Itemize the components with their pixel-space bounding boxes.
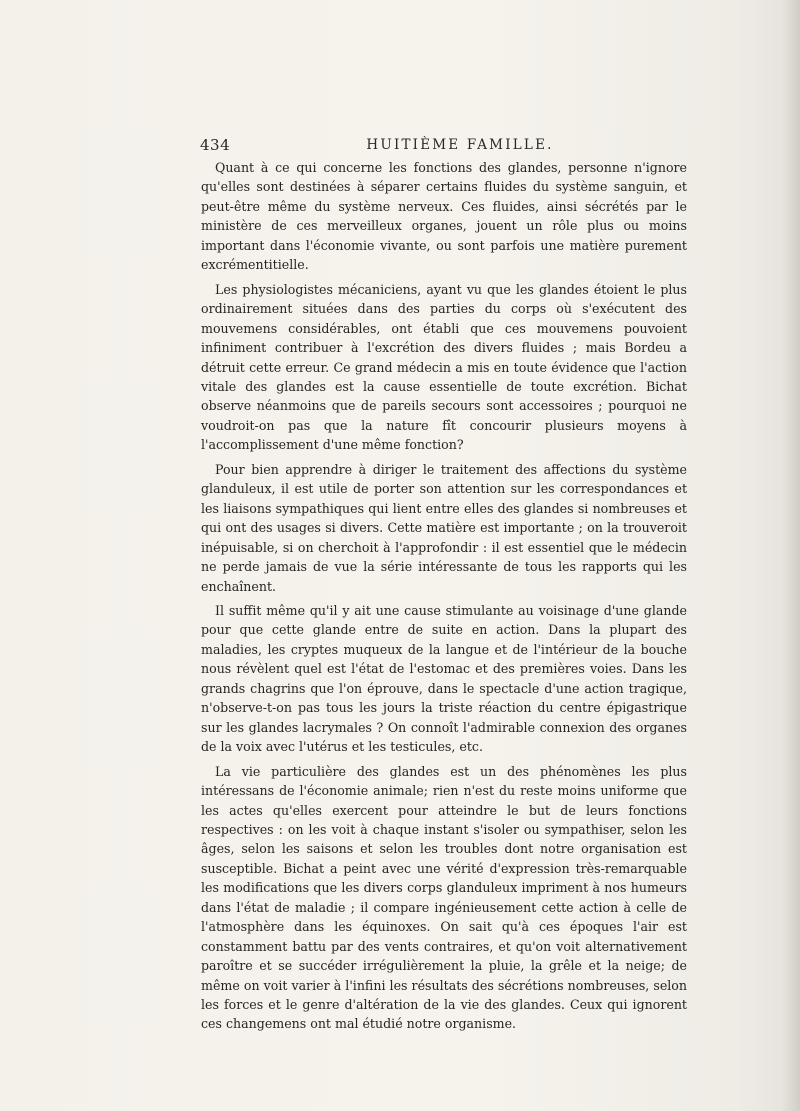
- paragraph: Pour bien apprendre à diriger le traitement des affections du système glanduleux, il est utile de porter son attention sur les correspondances et les liaisons sympathiques qui lient entre elles des glandes si nombreuses et qui ont des usages si divers. Cette matière est importante ; on la trouveroit inépuisable, si on cherchoit à l'approfondir : il est essentiel que le médecin ne perde jamais de vue la série intéressante de tous les rapports qui les enchaînent.: [201, 461, 687, 594]
- body-text: [201, 158, 687, 1039]
- page-edge-shadow: [782, 0, 800, 1111]
- page-header: [200, 136, 720, 156]
- paragraph: Quant à ce qui concerne les fonctions des glandes, personne n'ignore qu'elles sont destinées à séparer certains fluides du système sanguin, et peut-être même du système nerveux. Ces fluides, ainsi sécrétés par le ministère de ces merveilleux organes, jouent un rôle plus ou moins important dans l'économie vivante, ou sont parfois une matière purement excrémentitielle.: [201, 160, 687, 273]
- paragraph: Les physiologistes mécaniciens, ayant vu que les glandes étoient le plus ordinairement situées dans des parties du corps où s'exécutent des mouvemens considérables, ont établi que ces mouvemens pouvoient infiniment contribuer à l'excrétion des divers fluides ; mais Bordeu a détruit cette erreur. Ce grand médecin a mis en toute évidence que l'action vitale des glandes est la cause essentielle de toute excrétion. Bichat observe néanmoins que de pareils secours sont accessoires ; pourquoi ne voudroit-on pas que la nature fît concourir plusieurs moyens à l'accomplissement d'une même fonction?: [201, 281, 687, 453]
- page-number: 434: [200, 136, 231, 154]
- paragraph: Il suffit même qu'il y ait une cause stimulante au voisinage d'une glande pour que cette glande entre de suite en action. Dans la plupart des maladies, les cryptes muqueux de la langue et de l'intérieur de la bouche nous révèlent quel est l'état de l'estomac et des premières voies. Dans les grands chagrins que l'on éprouve, dans le spectacle d'une action tragique, n'observe-t-on pas tous les jours la triste réaction du centre épigastrique sur les glandes lacrymales ? On connoît l'admirable connexion des organes de la voix avec l'utérus et les testicules, etc.: [201, 602, 687, 755]
- running-head: HUITIÈME FAMILLE.: [366, 137, 554, 153]
- paragraph: La vie particulière des glandes est un des phénomènes les plus intéressans de l'économie animale; rien n'est du reste moins uniforme que les actes qu'elles exercent pour atteindre le but de leurs fonctions respectives : on les voit à chaque instant s'isoler ou sympathiser, selon les âges, selon les saisons et selon les troubles dont notre organisation est susceptible. Bichat a peint avec une vérité d'expression très-remarquable les modifications que les divers corps glanduleux impriment à nos humeurs dans l'état de maladie ; il compare ingénieusement cette action à celle de l'atmosphère dans les équinoxes. On sait qu'à ces époques l'air est constamment battu par des vents contraires, et qu'on voit alternativement paroître et se succéder irrégulièrement la pluie, la grêle et la neige; de même on voit varier à l'infini les résultats des sécrétions nombreuses, selon les forces et le genre d'altération de la vie des glandes. Ceux qui ignorent ces changemens ont mal étudié notre organisme.: [201, 763, 687, 1032]
